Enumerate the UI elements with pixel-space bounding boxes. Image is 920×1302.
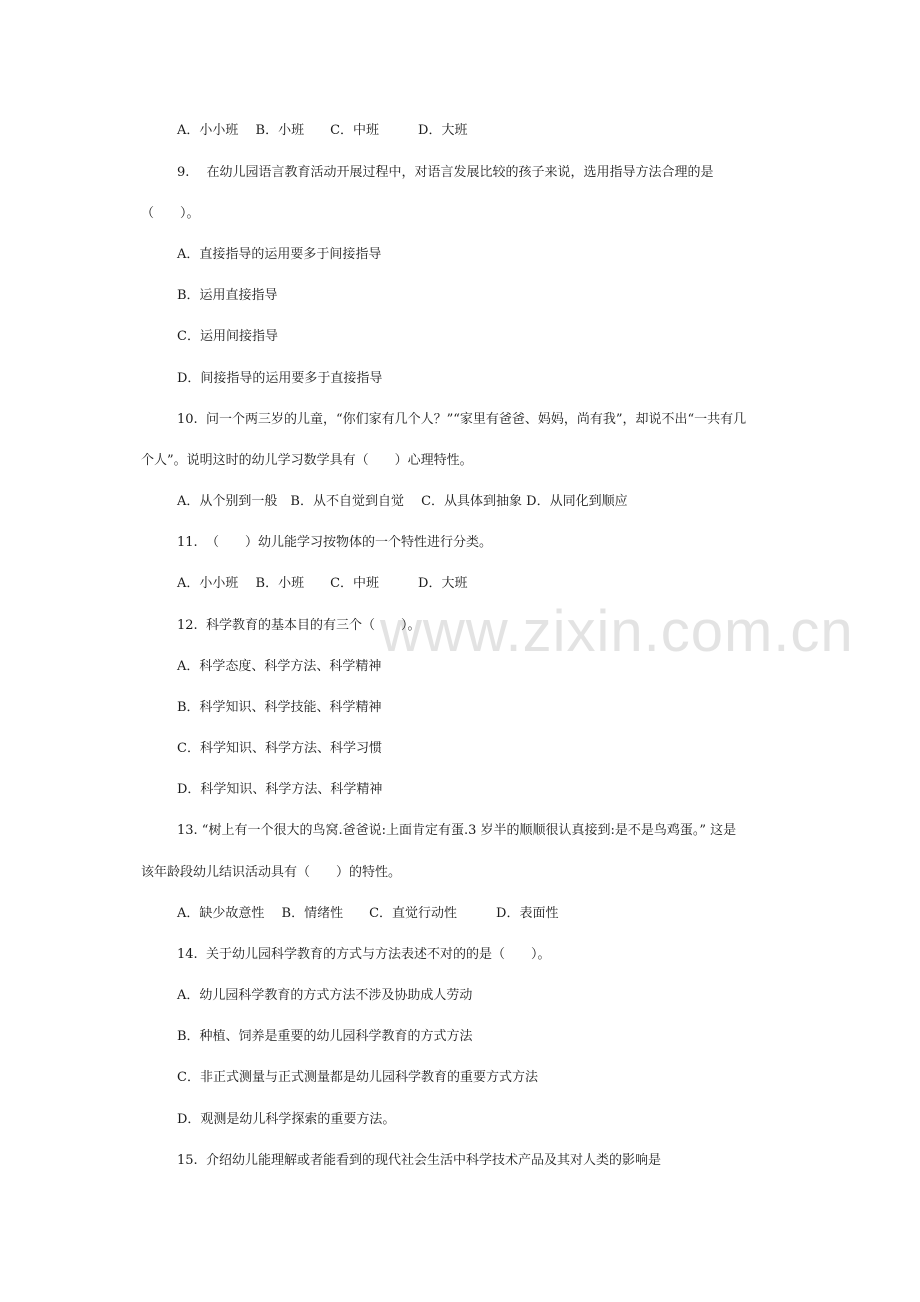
q9-question-cont: （ ）。 [141, 206, 200, 221]
q15-question: 15. 介绍幼儿能理解或者能看到的现代社会生活中科学技术产品及其对人类的影响是 [177, 1153, 661, 1168]
q11-options: A．小小班 B．小班 C．中班 D．大班 [177, 576, 468, 591]
q14-option-b: B．种植、饲养是重要的幼儿园科学教育的方式方法 [177, 1029, 473, 1044]
q8-options: A．小小班 B．小班 C．中班 D．大班 [177, 123, 468, 138]
q9-option-a: A．直接指导的运用要多于间接指导 [177, 247, 382, 262]
q9-option-d: D．间接指导的运用要多于直接指导 [177, 371, 383, 386]
q12-option-c: C．科学知识、科学方法、科学习惯 [177, 741, 382, 756]
q12-option-a: A．科学态度、科学方法、科学精神 [177, 659, 382, 674]
q14-question: 14. 关于幼儿园科学教育的方式与方法表述不对的的是（ ）。 [177, 947, 551, 962]
q10-options: A．从个别到一般 B．从不自觉到自觉 C．从具体到抽象 D．从同化到顺应 [177, 494, 628, 509]
q10-question-cont: 个人”。说明这时的幼儿学习数学具有（ ）心理特性。 [141, 453, 473, 468]
q14-option-a: A．幼儿园科学教育的方式方法不涉及协助成人劳动 [177, 988, 473, 1003]
q14-option-d: D．观测是幼儿科学探索的重要方法。 [177, 1112, 396, 1127]
watermark: www.zixin.com.cn [380, 599, 854, 664]
q13-question: 13. “树上有一个很大的鸟窝.爸爸说:上面肯定有蛋.3 岁半的顺顺很认真接到:是不是鸟鸡蛋。” 这是 [177, 823, 737, 838]
q9-question: 9. 在幼儿园语言教育活动开展过程中，对语言发展比较的孩子来说，选用指导方法合理的是 [177, 165, 714, 180]
q13-options: A．缺少故意性 B．情绪性 C．直觉行动性 D．表面性 [177, 906, 559, 921]
q12-question: 12. 科学教育的基本目的有三个（ ）。 [177, 618, 421, 633]
q14-option-c: C．非正式测量与正式测量都是幼儿园科学教育的重要方式方法 [177, 1070, 538, 1085]
q13-question-cont: 该年龄段幼儿结识活动具有（ ）的特性。 [141, 865, 402, 880]
q11-question: 11. （ ）幼儿能学习按物体的一个特性进行分类。 [177, 535, 492, 550]
q10-question: 10. 问一个两三岁的儿童，“你们家有几个人？”“家里有爸爸、妈妈，尚有我”，却说不出“一共有几 [177, 412, 747, 427]
q9-option-c: C．运用间接指导 [177, 329, 278, 344]
q12-option-d: D．科学知识、科学方法、科学精神 [177, 782, 383, 797]
q12-option-b: B．科学知识、科学技能、科学精神 [177, 700, 382, 715]
q9-option-b: B．运用直接指导 [177, 288, 278, 303]
